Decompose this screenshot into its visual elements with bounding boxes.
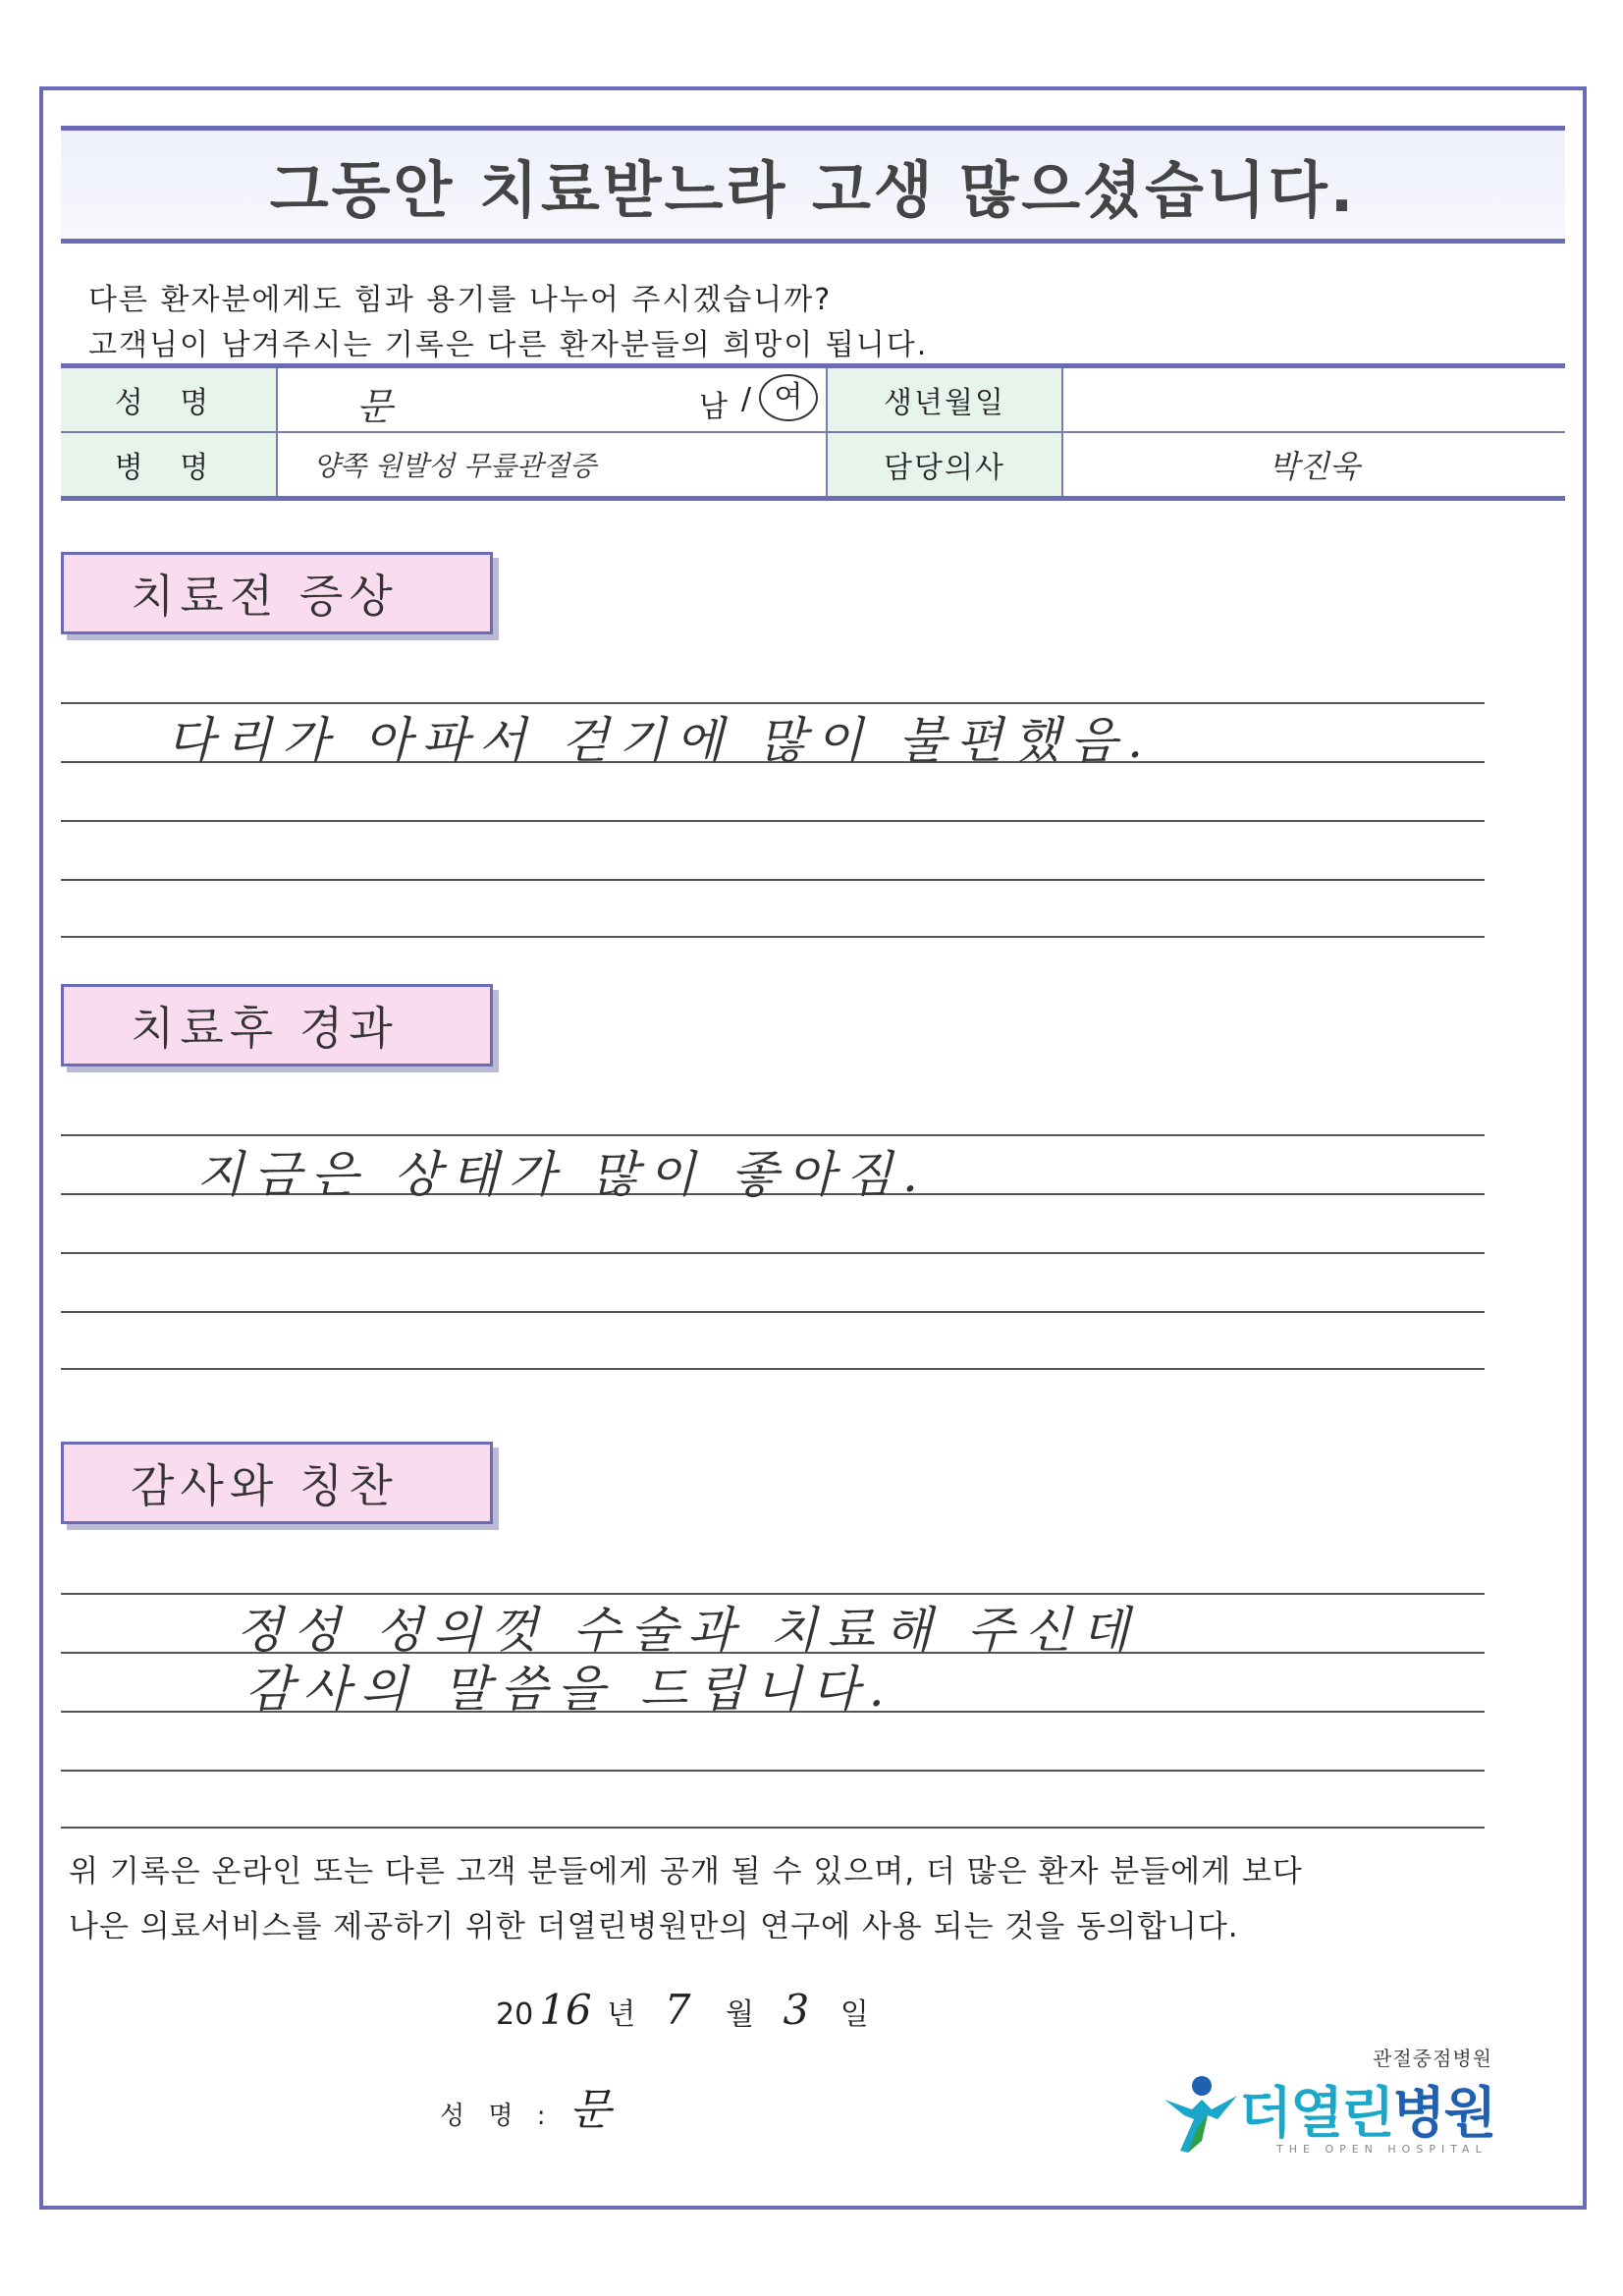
gender-female-circled: 여 xyxy=(759,374,818,421)
writing-line xyxy=(61,1770,1485,1772)
logo-name xyxy=(1239,2070,1495,2149)
writing-line xyxy=(61,1368,1485,1370)
signature-row xyxy=(440,2074,611,2137)
logo-tagline: 관절중점병원 xyxy=(1373,2047,1492,2070)
section-label-before: 치료전 증상 xyxy=(61,552,493,634)
after-text-1: 지금은 상태가 많이 좋아짐. xyxy=(196,1146,928,1203)
date-row xyxy=(496,1986,869,2034)
logo-name-part2: 병원 xyxy=(1392,2082,1495,2146)
hospital-logo xyxy=(1159,2043,1512,2170)
writing-line xyxy=(61,936,1485,938)
before-text-1: 다리가 아파서 걷기에 많이 불편했음. xyxy=(167,712,1153,769)
disease-value: 양쪽 원발성 무릎관절증 xyxy=(277,432,827,499)
signature-label: 성 명 : xyxy=(440,2102,554,2131)
patient-info-table xyxy=(61,363,1565,501)
intro-line-2: 고객님이 남겨주시는 기록은 다른 환자분들의 희망이 됩니다. xyxy=(88,328,929,362)
consent-line-1: 위 기록은 온라인 또는 다른 고객 분들에게 공개 될 수 있으며, 더 많은 환자 분들에게 보다 xyxy=(69,1854,1303,1889)
name-label: 성 명 xyxy=(61,366,277,433)
year-label: 년 xyxy=(607,1997,636,2032)
year-suffix: 16 xyxy=(539,1986,592,2034)
section-label-thanks: 감사와 칭찬 xyxy=(61,1442,493,1524)
thanks-text-1: 정성 성의껏 수술과 치료해 주신데 xyxy=(236,1602,1139,1659)
birth-value xyxy=(1062,366,1565,433)
doctor-value: 박진욱 xyxy=(1062,432,1565,499)
month-label: 월 xyxy=(726,1997,754,2032)
writing-line xyxy=(61,1827,1485,1829)
logo-english: THE OPEN HOSPITAL xyxy=(1276,2143,1488,2156)
info-row-disease xyxy=(61,432,1565,499)
page-title: 그동안 치료받느라 고생 많으셨습니다. xyxy=(269,153,1357,226)
day-value: 3 xyxy=(783,1986,810,2034)
day-label: 일 xyxy=(839,1997,869,2032)
name-cell xyxy=(277,366,827,433)
name-value: 문 xyxy=(356,385,393,428)
thanks-text-2: 감사의 말씀을 드립니다. xyxy=(245,1661,894,1718)
disease-label: 병 명 xyxy=(61,432,277,499)
consent-line-2: 나은 의료서비스를 제공하기 위한 더열린병원만의 연구에 사용 되는 것을 동의합니다. xyxy=(69,1909,1239,1944)
birth-label: 생년월일 xyxy=(827,366,1062,433)
title-banner xyxy=(61,126,1565,244)
writing-line xyxy=(61,1311,1485,1313)
signature-value: 문 xyxy=(568,2085,612,2135)
year-prefix: 20 xyxy=(496,1997,534,2032)
intro-line-1: 다른 환자분에게도 힘과 용기를 나누어 주시겠습니까? xyxy=(88,283,833,317)
writing-line xyxy=(61,879,1485,881)
gender-male: 남 xyxy=(699,390,728,424)
info-row-name xyxy=(61,366,1565,433)
section-label-after: 치료후 경과 xyxy=(61,984,493,1066)
doctor-label: 담당의사 xyxy=(827,432,1062,499)
writing-line xyxy=(61,820,1485,822)
month-value: 7 xyxy=(664,1986,691,2034)
logo-figure-icon xyxy=(1159,2070,1241,2159)
writing-line xyxy=(61,1252,1485,1254)
logo-name-part1: 더열린 xyxy=(1239,2082,1393,2146)
gender-separator: / xyxy=(740,382,751,416)
